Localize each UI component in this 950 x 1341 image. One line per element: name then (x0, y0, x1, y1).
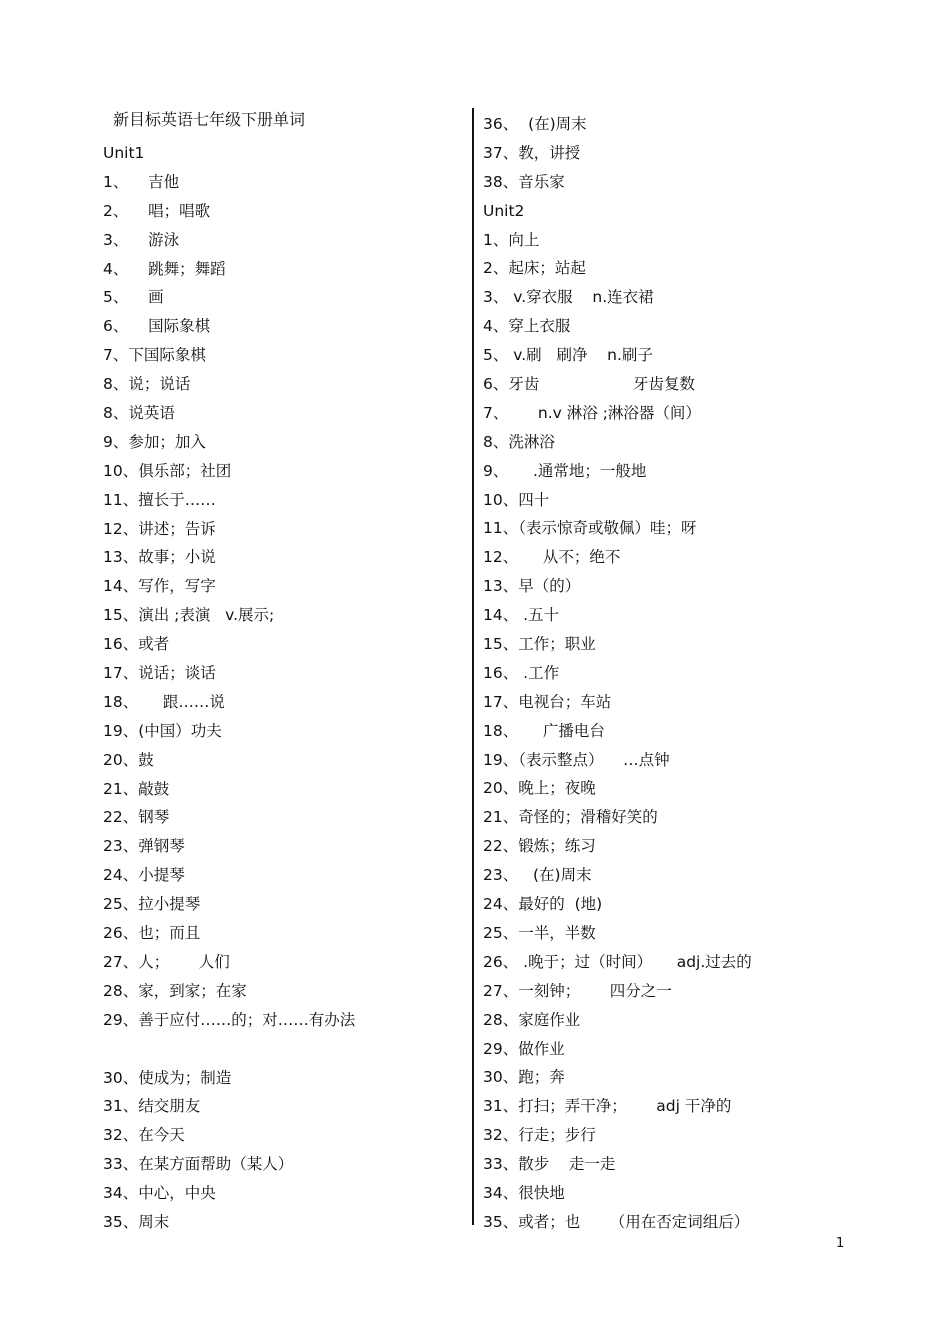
vocab-entry: 30、使成为；制造 (103, 1068, 232, 1087)
vocab-entry: 23、 (在)周末 (483, 866, 592, 885)
vocab-entry: 12、 从不；绝不 (483, 548, 621, 567)
vocab-entry: 2、 唱；唱歌 (103, 201, 211, 220)
vocab-entry: 4、穿上衣服 (483, 317, 571, 336)
vocab-entry: 3、 游泳 (103, 230, 180, 249)
vocab-entry: 29、做作业 (483, 1039, 565, 1058)
vocab-entry: 35、或者；也 （用在否定词组后） (483, 1212, 750, 1231)
vocab-entry: 16、或者 (103, 635, 170, 654)
vocab-entry: 27、人； 人们 (103, 952, 230, 971)
vocab-entry: 15、工作；职业 (483, 635, 596, 654)
left-word-list (103, 139, 463, 1237)
unit-heading: Unit2 (483, 201, 525, 220)
vocab-entry: 25、一半，半数 (483, 923, 596, 942)
vocab-entry: 13、早（的） (483, 577, 581, 596)
vocab-entry: 33、在某方面帮助（某人） (103, 1155, 294, 1174)
vocab-entry: 7、下国际象棋 (103, 346, 206, 365)
page-title: 新目标英语七年级下册单词 (113, 110, 306, 129)
vocab-entry: 21、奇怪的；滑稽好笑的 (483, 808, 658, 827)
vocab-entry: 18、 跟……说 (103, 692, 225, 711)
vocab-entry: 8、洗淋浴 (483, 432, 555, 451)
unit-heading: Unit1 (103, 144, 145, 162)
vocab-entry: 33、散步 走一走 (483, 1155, 616, 1174)
vocab-entry: 23、弹钢琴 (103, 837, 185, 856)
vocab-entry: 5、 画 (103, 288, 164, 307)
vocab-entry: 32、行走；步行 (483, 1126, 596, 1145)
vocab-entry: 26、也；而且 (103, 924, 201, 943)
vocab-entry: 20、晚上；夜晚 (483, 779, 596, 798)
vocab-entry: 1、 吉他 (103, 172, 180, 191)
vocab-entry: 12、讲述；告诉 (103, 519, 216, 538)
vocab-entry: 1、向上 (483, 230, 540, 249)
vocab-entry: 18、 广播电台 (483, 721, 605, 740)
vocab-entry: 31、结交朋友 (103, 1097, 201, 1116)
vocab-entry: 17、说话；谈话 (103, 664, 216, 683)
vocab-entry: 15、演出 ;表演 v.展示; (103, 606, 275, 625)
vocab-entry: 17、电视台；车站 (483, 692, 612, 711)
vocab-entry: 38、音乐家 (483, 172, 565, 191)
column-divider (472, 108, 474, 1225)
vocab-entry: 9、参加；加入 (103, 432, 206, 451)
vocab-entry: 14、写作，写字 (103, 577, 216, 596)
vocab-entry: 11、擅长于…… (103, 490, 216, 509)
vocab-entry: 19、(中国）功夫 (103, 721, 222, 740)
vocab-entry: 5、 v.刷 刷净 n.刷子 (483, 346, 653, 365)
vocab-entry: 24、小提琴 (103, 866, 185, 885)
vocab-entry: 24、最好的 (地) (483, 895, 603, 914)
vocab-entry: 26、 .晚于；过（时间） adj.过去的 (483, 952, 752, 971)
vocab-entry: 6、牙齿 牙齿复数 (483, 375, 695, 394)
vocab-entry: 28、家庭作业 (483, 1010, 581, 1029)
vocab-entry: 36、 (在)周末 (483, 115, 587, 133)
vocab-entry: 37、教，讲授 (483, 143, 581, 162)
vocab-entry: 8、说英语 (103, 404, 175, 423)
vocab-entry: 21、敲鼓 (103, 779, 170, 798)
vocab-entry: 16、 .工作 (483, 663, 560, 682)
vocab-entry: 35、周末 (103, 1212, 170, 1231)
vocab-entry: 4、 跳舞；舞蹈 (103, 259, 226, 278)
vocab-entry: 28、家，到家；在家 (103, 981, 247, 1000)
vocab-entry (103, 1035, 463, 1064)
vocab-entry: 3、 v.穿衣服 n.连衣裙 (483, 288, 654, 307)
vocab-entry: 6、 国际象棋 (103, 317, 211, 336)
vocab-entry: 27、一刻钟； 四分之一 (483, 981, 672, 1000)
vocab-entry: 32、在今天 (103, 1126, 185, 1145)
vocab-entry: 14、 .五十 (483, 606, 560, 625)
vocab-entry: 7、 n.v 淋浴 ;淋浴器（间） (483, 403, 701, 422)
vocab-entry: 22、锻炼；练习 (483, 837, 596, 856)
vocab-entry: 10、俱乐部；社团 (103, 461, 232, 480)
vocab-entry: 13、故事；小说 (103, 548, 216, 567)
vocab-entry: 11、（表示惊奇或敬佩）哇；呀 (483, 519, 697, 538)
vocab-entry: 31、打扫；弄干净； adj 干净的 (483, 1097, 732, 1116)
vocab-entry: 25、拉小提琴 (103, 895, 201, 914)
vocab-entry: 34、很快地 (483, 1183, 565, 1202)
vocab-entry: 9、 .通常地；一般地 (483, 461, 647, 480)
vocab-entry: 8、说；说话 (103, 375, 191, 394)
vocab-entry: 10、四十 (483, 490, 550, 509)
vocab-entry: 20、鼓 (103, 750, 154, 769)
right-word-list (483, 110, 813, 1237)
page-number: 1 (836, 1236, 845, 1251)
vocab-entry: 30、跑；奔 (483, 1068, 565, 1087)
vocab-entry: 29、善于应付……的；对……有办法 (103, 1010, 356, 1029)
vocab-entry: 34、中心，中央 (103, 1184, 216, 1203)
vocab-entry: 22、钢琴 (103, 808, 170, 827)
vocab-entry: 19、（表示整点） …点钟 (483, 750, 670, 769)
vocab-entry: 2、起床；站起 (483, 259, 586, 278)
